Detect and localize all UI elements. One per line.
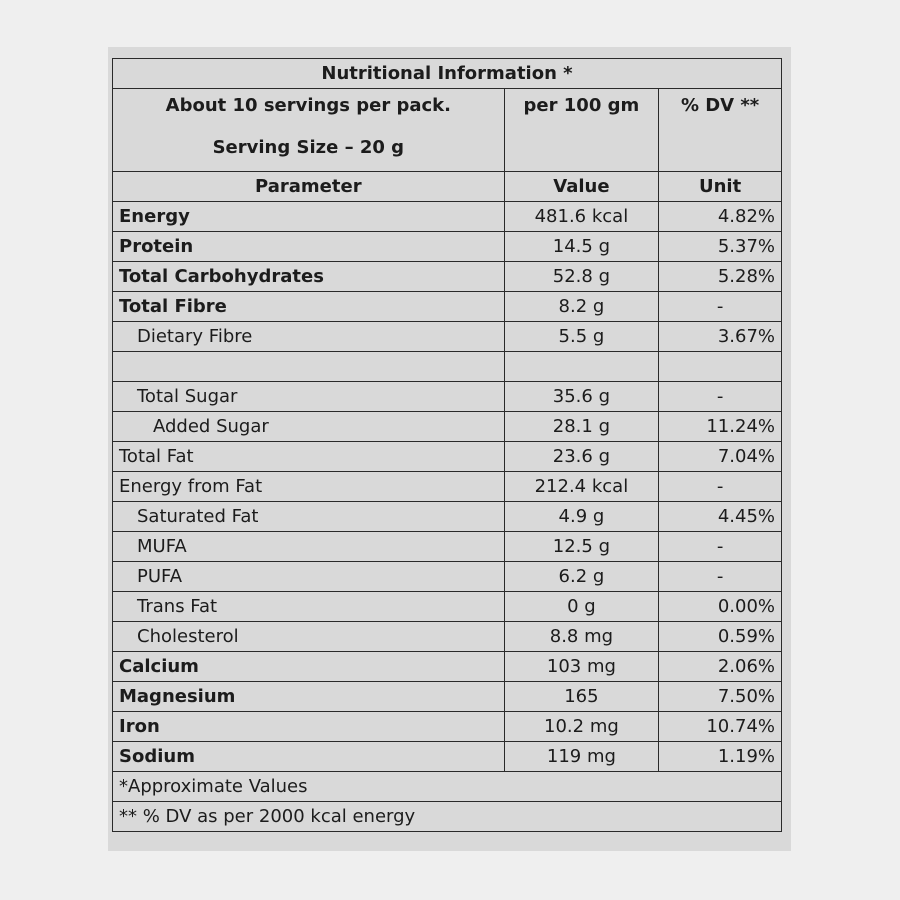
value-cell: 8.8 mg — [504, 622, 659, 652]
value-cell: 23.6 g — [504, 442, 659, 472]
table-row — [113, 592, 782, 622]
value-cell: 481.6 kcal — [504, 202, 659, 232]
value-cell: 103 mg — [504, 652, 659, 682]
value-cell: 10.2 mg — [504, 712, 659, 742]
value-cell: 52.8 g — [504, 262, 659, 292]
dv-cell: - — [659, 562, 782, 592]
parameter-header: Parameter — [113, 172, 505, 202]
value-cell: 28.1 g — [504, 412, 659, 442]
parameter-cell: Total Sugar — [113, 382, 505, 412]
value-header: Value — [504, 172, 659, 202]
servings-per-pack: About 10 servings per pack. — [165, 95, 451, 116]
value-cell: 14.5 g — [504, 232, 659, 262]
parameter-cell: Dietary Fibre — [113, 322, 505, 352]
table-row — [113, 502, 782, 532]
serving-row — [113, 89, 782, 172]
nutrition-table — [112, 58, 782, 832]
parameter-cell: Energy — [113, 202, 505, 232]
parameter-cell: MUFA — [113, 532, 505, 562]
dv-cell: 10.74% — [659, 712, 782, 742]
value-cell: 12.5 g — [504, 532, 659, 562]
value-cell: 0 g — [504, 592, 659, 622]
per-100gm-header: per 100 gm — [504, 89, 659, 172]
table-row — [113, 322, 782, 352]
value-cell: 6.2 g — [504, 562, 659, 592]
value-cell: 35.6 g — [504, 382, 659, 412]
table-row — [113, 262, 782, 292]
value-cell: 4.9 g — [504, 502, 659, 532]
table-row — [113, 682, 782, 712]
footnote-row — [113, 802, 782, 832]
table-row — [113, 472, 782, 502]
value-cell — [504, 352, 659, 382]
dv-cell: 7.50% — [659, 682, 782, 712]
table-row — [113, 352, 782, 382]
value-cell: 5.5 g — [504, 322, 659, 352]
dv-cell: 3.67% — [659, 322, 782, 352]
unit-header: Unit — [659, 172, 782, 202]
dv-cell: - — [659, 382, 782, 412]
dv-cell: 5.28% — [659, 262, 782, 292]
footnote: *Approximate Values — [113, 772, 782, 802]
value-cell: 165 — [504, 682, 659, 712]
parameter-cell: Added Sugar — [113, 412, 505, 442]
parameter-cell: Total Fibre — [113, 292, 505, 322]
serving-size: Serving Size – 20 g — [212, 137, 405, 158]
table-row — [113, 232, 782, 262]
value-cell: 119 mg — [504, 742, 659, 772]
dv-cell: 2.06% — [659, 652, 782, 682]
dv-cell: - — [659, 292, 782, 322]
table-row — [113, 412, 782, 442]
parameter-cell: PUFA — [113, 562, 505, 592]
table-title: Nutritional Information * — [113, 59, 782, 89]
table-row — [113, 382, 782, 412]
table-row — [113, 562, 782, 592]
table-row — [113, 742, 782, 772]
dv-cell: 1.19% — [659, 742, 782, 772]
dv-cell: 11.24% — [659, 412, 782, 442]
dv-cell: 0.59% — [659, 622, 782, 652]
footnote: ** % DV as per 2000 kcal energy — [113, 802, 782, 832]
dv-cell: 5.37% — [659, 232, 782, 262]
table-row — [113, 202, 782, 232]
serving-info — [113, 89, 505, 172]
parameter-cell: Total Fat — [113, 442, 505, 472]
dv-cell — [659, 352, 782, 382]
table-row — [113, 442, 782, 472]
dv-cell: 0.00% — [659, 592, 782, 622]
parameter-cell: Magnesium — [113, 682, 505, 712]
parameter-cell: Saturated Fat — [113, 502, 505, 532]
table-row — [113, 532, 782, 562]
table-row — [113, 652, 782, 682]
parameter-cell: Protein — [113, 232, 505, 262]
dv-cell: - — [659, 472, 782, 502]
dv-cell: 7.04% — [659, 442, 782, 472]
table-row — [113, 712, 782, 742]
table-row — [113, 622, 782, 652]
footnote-row — [113, 772, 782, 802]
table-row — [113, 292, 782, 322]
dv-cell: 4.82% — [659, 202, 782, 232]
parameter-cell: Sodium — [113, 742, 505, 772]
parameter-cell: Trans Fat — [113, 592, 505, 622]
parameter-cell: Energy from Fat — [113, 472, 505, 502]
value-cell: 212.4 kcal — [504, 472, 659, 502]
parameter-cell: Total Carbohydrates — [113, 262, 505, 292]
dv-cell: - — [659, 532, 782, 562]
column-header-row — [113, 172, 782, 202]
parameter-cell: Cholesterol — [113, 622, 505, 652]
parameter-cell — [113, 352, 505, 382]
dv-cell: 4.45% — [659, 502, 782, 532]
parameter-cell: Iron — [113, 712, 505, 742]
parameter-cell: Calcium — [113, 652, 505, 682]
dv-header: % DV ** — [659, 89, 782, 172]
value-cell: 8.2 g — [504, 292, 659, 322]
title-row — [113, 59, 782, 89]
